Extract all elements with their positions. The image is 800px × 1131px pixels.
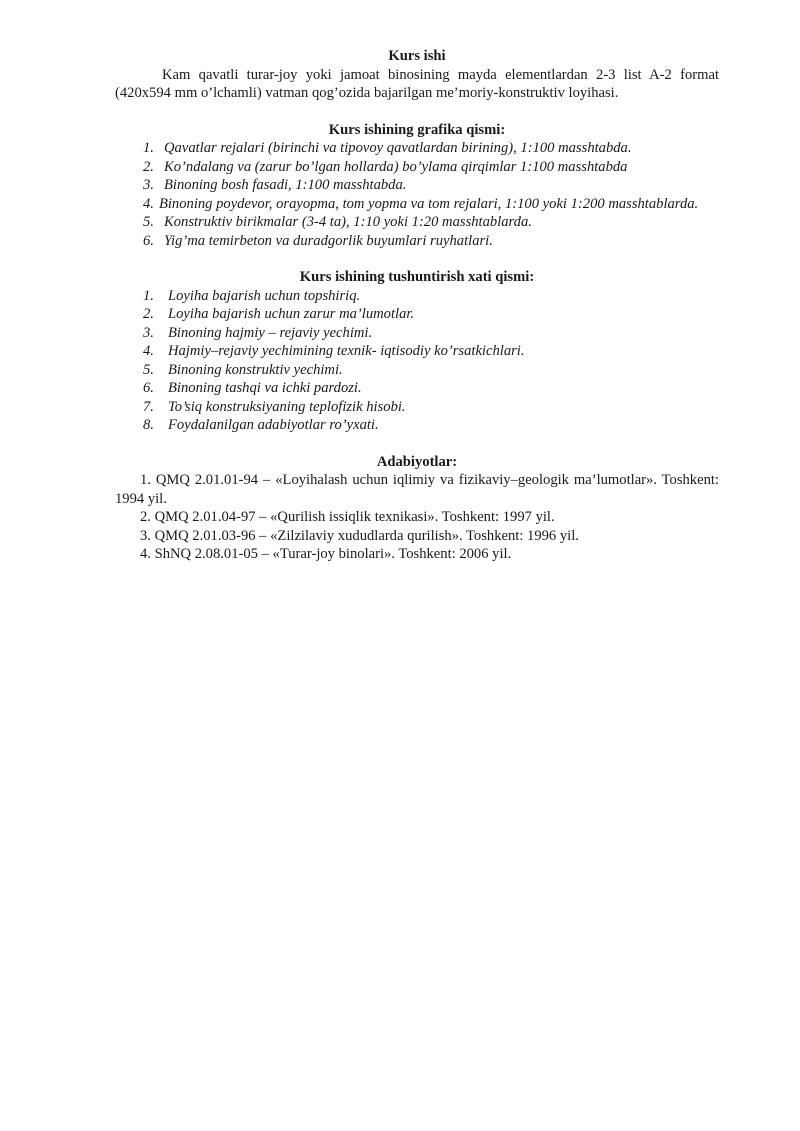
intro-paragraph: Kam qavatli turar-joy yoki jamoat binosining mayda elementlardan 2-3 list A-2 format (420x594 mm o’lchamli) vatman qog’ozida bajarilgan me’moriy-konstruktiv loyihasi. [115, 66, 719, 101]
list-item: 3. Binoning hajmiy – rejaviy yechimi. [143, 324, 373, 341]
graphics-list [115, 139, 719, 250]
list-item: 6. Yig’ma temirbeton va duradgorlik buyumlari ruyhatlari. [143, 232, 493, 249]
reference-item: 1. QMQ 2.01.01-94 – «Loyihalash uchun iqlimiy va fizikaviy–geologik ma’lumotlar». Toshkent: 1994 yil. [115, 472, 719, 507]
list-item: 2. Ko’ndalang va (zarur bo’lgan hollarda) bo’ylama qirqimlar 1:100 masshtabda [143, 158, 628, 175]
reference-item: 4. ShNQ 2.08.01-05 – «Turar-joy binolari». Toshkent: 2006 yil. [140, 546, 512, 562]
explanatory-list [115, 287, 719, 435]
list-item: 5. Konstruktiv birikmalar (3-4 ta), 1:10 yoki 1:20 masshtablarda. [143, 214, 532, 230]
reference-item: 2. QMQ 2.01.04-97 – «Qurilish issiqlik texnikasi». Toshkent: 1997 yil. [140, 509, 555, 525]
list-item: 3. Binoning bosh fasadi, 1:100 masshtabda. [143, 177, 407, 193]
graphics-section-heading: Kurs ishining grafika qismi: [328, 121, 506, 138]
list-item: 1. Loyiha bajarish uchun topshiriq. [143, 287, 361, 304]
list-item: 7. To’siq konstruksiyaning teplofizik hisobi. [143, 398, 406, 415]
list-item: 5. Binoning konstruktiv yechimi. [143, 361, 343, 378]
explanatory-section-heading: Kurs ishining tushuntirish xati qismi: [299, 269, 535, 285]
list-item: 2. Loyiha bajarish uchun zarur ma’lumotlar. [143, 306, 415, 322]
list-item: 4. Binoning poydevor, orayopma, tom yopma va tom rejalari, 1:100 yoki 1:200 masshtablarda. [143, 195, 699, 212]
reference-item: 3. QMQ 2.01.03-96 – «Zilzilaviy xududlarda qurilish». Toshkent: 1996 yil. [140, 527, 579, 544]
document-title: Kurs ishi [388, 48, 446, 64]
document-page [115, 47, 719, 564]
list-item: 4. Hajmiy–rejaviy yechimining texnik- iqtisodiy ko’rsatkichlari. [143, 343, 525, 359]
list-item: 1. Qavatlar rejalari (birinchi va tipovoy qavatlardan birining), 1:100 masshtabda. [143, 140, 632, 156]
list-item: 8. Foydalanilgan adabiyotlar ro’yxati. [143, 417, 379, 433]
list-item: 6. Binoning tashqi va ichki pardozi. [143, 380, 362, 396]
references-section-heading: Adabiyotlar: [376, 453, 458, 470]
